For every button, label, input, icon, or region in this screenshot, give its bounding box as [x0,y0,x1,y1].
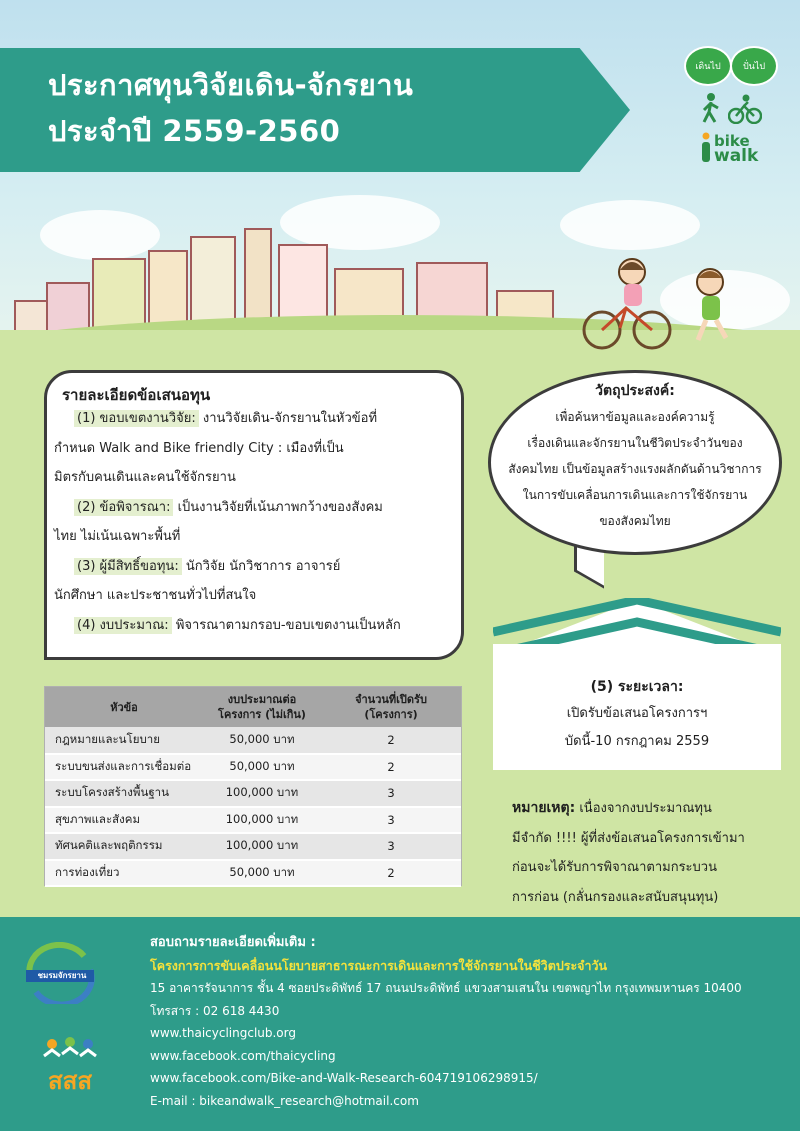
period-title: (5) ระยะเวลา: [590,679,684,695]
detail-item-budget [74,611,458,641]
title-line-2: ประจำปี 2559-2560 [48,114,341,148]
detail-text: ไทย ไม่เน้นเฉพาะพื้นที่ [54,529,181,544]
proposal-details-list [54,404,458,640]
website-link[interactable]: www.thaicyclingclub.org [150,1026,296,1040]
title-line-1: ประกาศทุนวิจัยเดิน-จักรยาน [48,68,414,102]
remark-text: เนื่องจากงบประมาณทุน [575,801,712,816]
detail-text: พิจารณาตามกรอบ-ขอบเขตงานเป็นหลัก [171,617,401,633]
logo-word-bike: bike [714,132,750,150]
table-cell-budget: 50,000 บาท [203,727,321,754]
thaihealth-logo [40,1036,100,1106]
table-cell-budget: 100,000 บาท [203,807,321,834]
cyclist-icon [728,94,762,124]
table-row [45,860,461,887]
logo-bubble-walk: เดินไป [684,46,732,86]
facebook-research-link[interactable]: www.facebook.com/Bike-and-Walk-Research-604719106298915/ [150,1071,538,1085]
table-cell-budget: 100,000 บาท [203,780,321,807]
detail-text: นักวิจัย นักวิชาการ อาจารย์ [181,558,341,574]
table-header-count: จำนวนที่เปิดรับ (โครงการ) [321,687,461,727]
table-header-budget: งบประมาณต่อ โครงการ (ไม่เกิน) [203,687,321,727]
detail-text: มิตรกับคนเดินและคนใช้จักรยาน [54,470,236,485]
objective-line: ในการขับเคลื่อนการเดินและการใช้จักรยาน [522,488,748,502]
bike-walk-logo [684,46,780,166]
table-cell-count: 2 [321,727,461,754]
table-cell-count: 2 [321,860,461,887]
table-header-topic: หัวข้อ [45,687,203,727]
table-cell-count: 3 [321,833,461,860]
table-row [45,807,461,834]
objective-line: สังคมไทย เป็นข้อมูลสร้างแรงผลักดันด้านวิชาการ [508,462,762,476]
table-cell-topic: ระบบขนส่งและการเชื่อมต่อ [45,754,203,781]
detail-label: (3) ผู้มีสิทธิ์ขอทุน: [74,558,182,575]
table-cell-topic: กฎหมายและนโยบาย [45,727,203,754]
table-cell-count: 3 [321,807,461,834]
logo-bubble-bike: ปั่นไป [730,46,778,86]
facebook-link[interactable]: www.facebook.com/thaicycling [150,1048,336,1063]
logo-word-walk: walk [714,146,759,166]
objective-line: เพื่อค้นหาข้อมูลและองค์ความรู้ [555,410,715,424]
table-cell-budget: 100,000 บาท [203,833,321,860]
cloud-decoration [560,200,700,250]
logo-wordmark [714,134,758,164]
table-cell-topic: ระบบโครงสร้างพื้นฐาน [45,780,203,807]
remark-note [512,794,782,912]
contact-email[interactable]: E-mail : bikeandwalk_research@hotmail.com [150,1093,419,1108]
remark-text: การก่อน (กลั่นกรองและสนับสนุนทุน) [512,889,719,905]
thai-cycling-club-logo [22,942,98,1004]
org-name-cycling-club: ชมรมจักรยาน [37,971,87,980]
detail-item-consideration [54,493,458,552]
detail-label: (4) งบประมาณ: [74,617,172,634]
table-cell-budget: 50,000 บาท [203,860,321,887]
objective-text [498,404,772,534]
detail-item-eligibility [54,552,458,611]
children-cycling-walking-illustration [580,258,760,358]
detail-item-scope [54,404,458,493]
objective-title: วัตถุประสงค์: [595,383,675,399]
remark-text: ก่อนจะได้รับการพิจาณาตามกระบวน [512,860,717,875]
table-cell-count: 3 [321,780,461,807]
detail-text: เป็นงานวิจัยที่เน้นภาพกว้างของสังคม [173,499,383,515]
proposal-details-title: รายละเอียดข้อเสนอทุน [62,386,211,404]
detail-label: (2) ข้อพิจารณา: [74,499,173,516]
i-pin-icon [700,132,712,164]
page-title [48,62,608,154]
contact-phone: โทรสาร : 02 618 4430 [150,1003,280,1018]
detail-label: (1) ขอบเขตงานวิจัย: [74,410,199,427]
table-row [45,754,461,781]
table-cell-count: 2 [321,754,461,781]
cloud-decoration [280,195,440,250]
project-name: โครงการการขับเคลื่อนนโยบายสาธารณะการเดินและการใช้จักรยานในชีวิตประจำวัน [150,957,608,973]
detail-text: งานวิจัยเดิน-จักรยานในหัวข้อที่ [198,411,378,426]
objective-line: เรื่องเดินและจักรยานในชีวิตประจำวันของ [527,436,743,450]
table-row [45,780,461,807]
objective-line: ของสังคมไทย [599,514,671,528]
period-line-2: บัดนี้-10 กรกฎาคม 2559 [564,734,710,749]
remark-text: มีจำกัด !!!! ผู้ที่ส่งข้อเสนอโครงการเข้ามา [512,830,745,846]
table-cell-topic: ทัศนคติและพฤติกรรม [45,833,203,860]
period-line-1: เปิดรับข้อเสนอโครงการฯ [566,706,708,721]
detail-text: นักศึกษา และประชาชนทั่วไปที่สนใจ [54,588,257,603]
cloud-decoration [40,210,160,260]
table-cell-topic: การท่องเที่ยว [45,860,203,887]
table-row [45,727,461,754]
contact-info [150,932,790,1112]
walking-person-icon [700,92,722,124]
remark-label: หมายเหตุ: [512,800,576,816]
budget-table [44,686,462,886]
org-name-thaihealth: สสส [48,1067,92,1095]
table-cell-budget: 50,000 บาท [203,754,321,781]
contact-heading: สอบถามรายละเอียดเพิ่มเติม : [150,935,316,950]
detail-text: กำหนด Walk and Bike friendly City : เมืองที่เป็น [54,440,344,456]
contact-address: 15 อาคารรัจนาการ ชั้น 4 ซอยประดิพัทธ์ 17 ถนนประดิพัทธ์ แขวงสามเสนใน เขตพญาไท กรุงเทพมหานคร 10400 [150,981,742,995]
table-cell-topic: สุขภาพและสังคม [45,807,203,834]
table-row [45,833,461,860]
